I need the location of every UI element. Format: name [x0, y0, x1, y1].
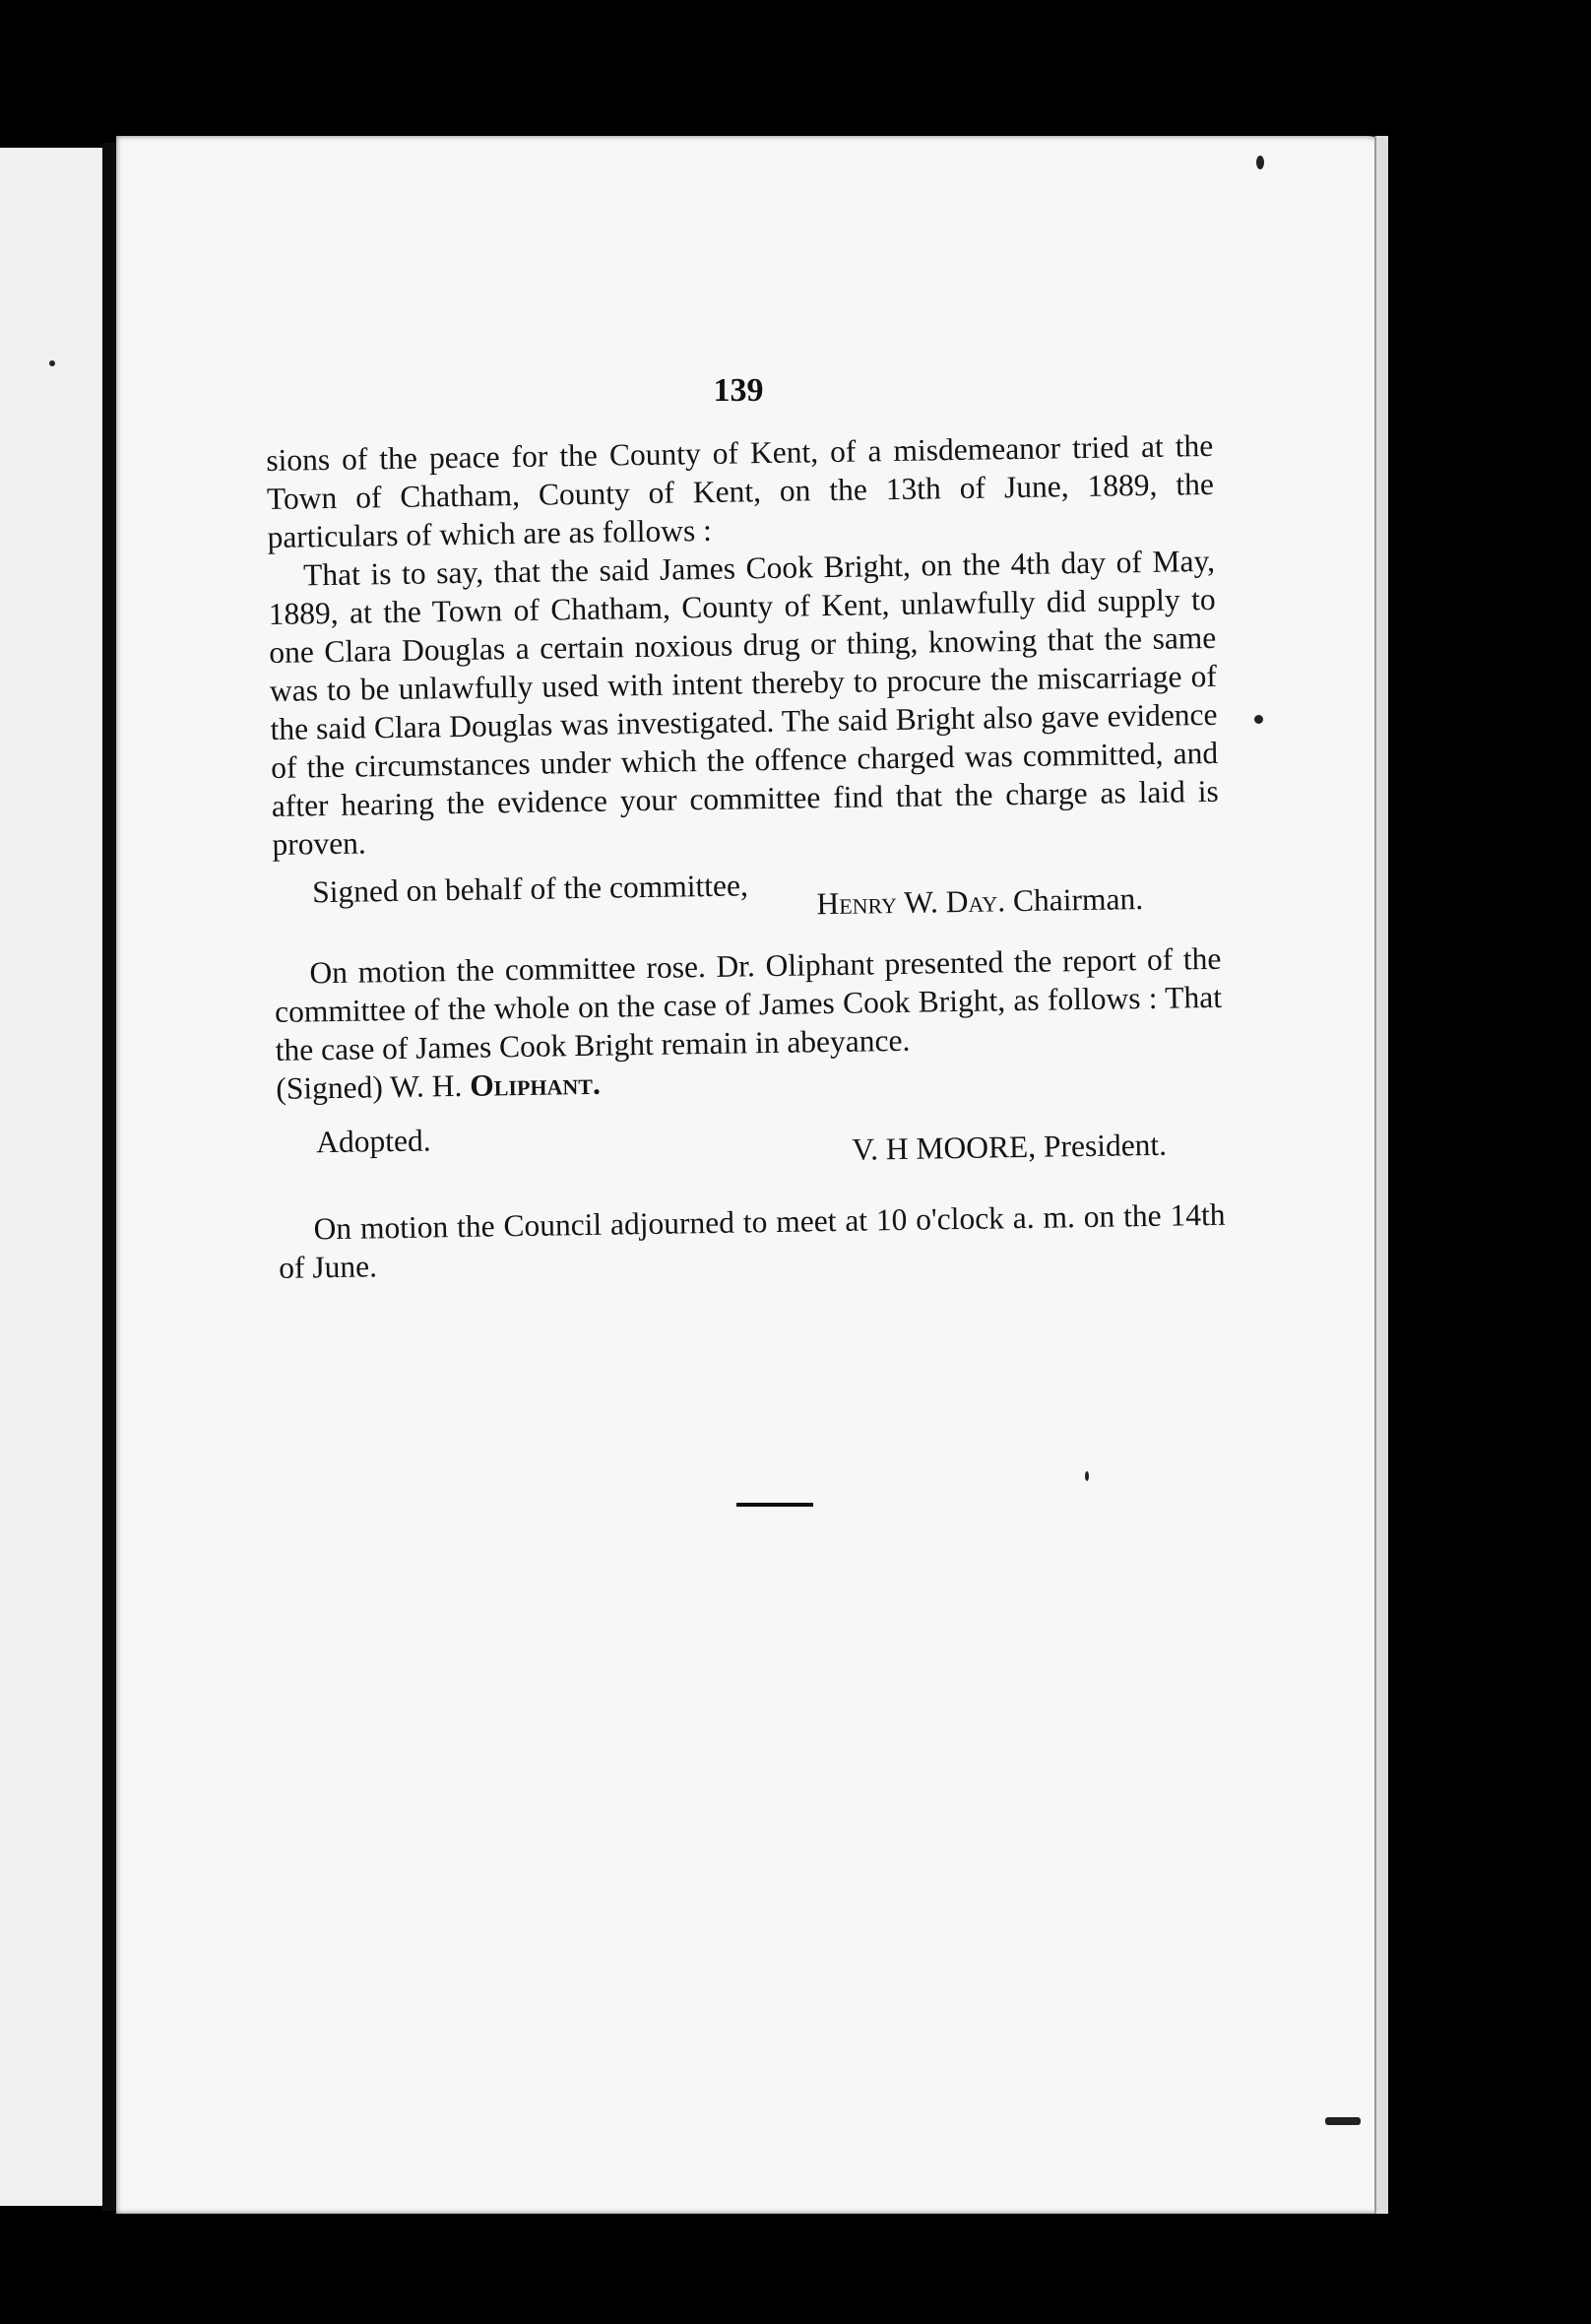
signed-behalf-text: Signed on behalf of the committee,	[311, 868, 749, 910]
ink-speck	[1325, 2117, 1361, 2125]
paragraph-motion-report: On motion the committee rose. Dr. Oliphant presented the report of the committee of the whole on the case of James Cook Bright, as follows : That the case of James Cook Bright remain in abeyance.	[274, 940, 1223, 1067]
chairman-name: Henry W. Day.	[816, 883, 1006, 922]
facing-page-edge	[0, 148, 114, 2206]
closing-rule	[736, 1503, 813, 1507]
page-edge-shadow	[1374, 136, 1388, 2214]
president-signature: V. H MOORE, President.	[852, 1127, 1168, 1167]
signed-name: Oliphant.	[469, 1065, 602, 1103]
paragraph-continuation: sions of the peace for the County of Kent, of a misdemeanor tried at the Town of Chatham, County of Kent, on the 13th of June, 1889, the particulars of which are as follows :	[266, 427, 1215, 554]
chairman-title: Chairman.	[1012, 881, 1144, 919]
committee-signature-row	[273, 859, 1221, 922]
adopted-text: Adopted.	[315, 1123, 431, 1160]
paragraph-adjournment: On motion the Council adjourned to meet at 10 o'clock a. m. on the 14th of June.	[278, 1196, 1226, 1285]
ink-speck	[1256, 156, 1264, 169]
ink-speck	[1085, 1471, 1089, 1481]
ink-speck	[1254, 715, 1263, 724]
ink-speck	[49, 360, 55, 366]
adoption-row	[277, 1109, 1225, 1173]
page-body-text	[266, 426, 1226, 1287]
paragraph-charge-details: That is to say, that the said James Cook Bright, on the 4th day of May, 1889, at the Town of Chatham, County of Kent, unlawfully did supply to one Clara Douglas a certain noxious drug or thing, knowing that the same was to be unlawfully used with intent thereby to procure the miscarriage of the said Clara Douglas was investigated. The said Bright also gave evidence of the circumstances under which the offence charged was committed, and after hearing the evidence your committee find that the charge as laid is proven.	[268, 543, 1219, 862]
chairman-signature	[816, 879, 1143, 923]
signed-prefix: (Signed) W. H.	[276, 1067, 463, 1106]
page-number: 139	[713, 372, 764, 409]
